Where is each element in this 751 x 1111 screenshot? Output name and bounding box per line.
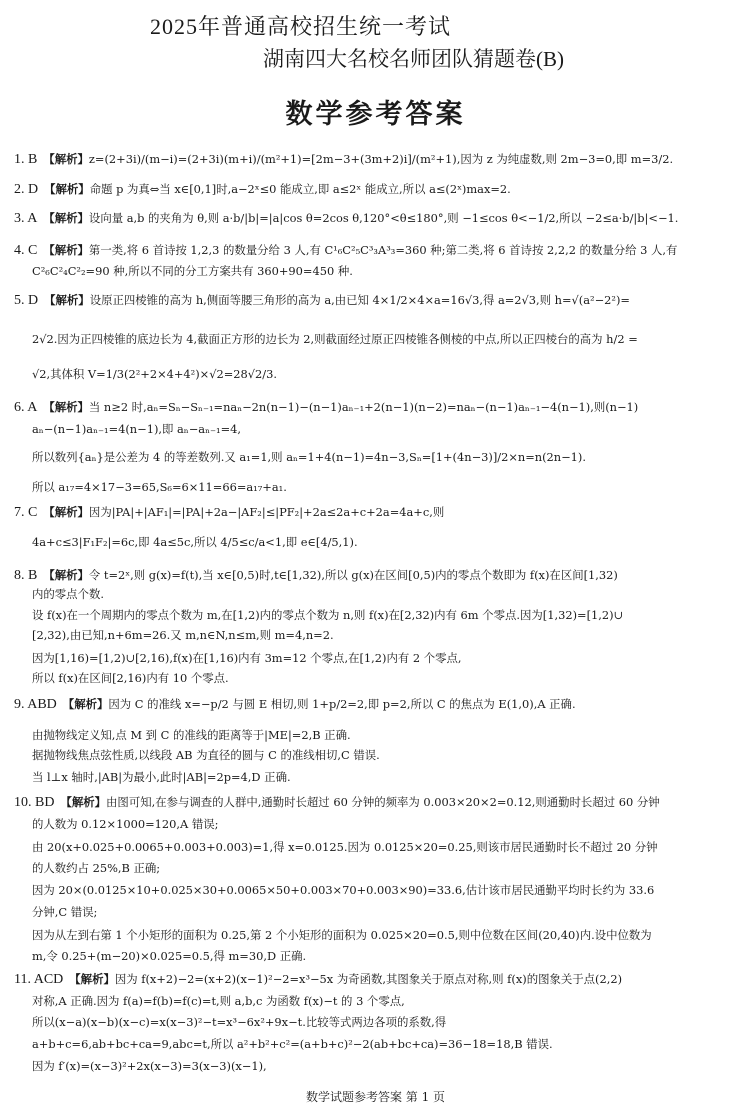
answer-10-line-7: 因为从左到右第 1 个小矩形的面积为 0.25,第 2 个小矩形的面积为 0.025×20=0.5,则中位数在区间(20,40)内.设中位数为 <box>32 928 652 942</box>
answer-4-line-2: C²₆C²₄C²₂=90 种,所以不同的分工方案共有 360+90=450 种. <box>32 264 353 278</box>
page-footer: 数学试题参考答案 第 1 页 <box>305 1090 446 1104</box>
answer-9-line-2: 由抛物线定义知,点 M 到 C 的准线的距离等于|ME|=2,B 正确. <box>32 728 351 742</box>
answer-9-line-4: 当 l⊥x 轴时,|AB|为最小,此时|AB|=2p=4,D 正确. <box>32 770 291 784</box>
answer-7-number: 7. C <box>14 505 38 520</box>
answer-6-number: 6. A <box>14 400 38 415</box>
answer-8-line-2: 内的零点个数. <box>32 587 104 601</box>
answer-3 <box>14 211 739 226</box>
analysis-tag: 【解析】 <box>60 795 107 809</box>
answer-6-text: 当 n≥2 时,aₙ=Sₙ−Sₙ₋₁=naₙ−2n(n−1)−(n−1)aₙ₋₁+2(n−1)(n−2)=naₙ−(n−1)aₙ₋₁−4(n−1),则(n−1) <box>88 400 639 414</box>
answer-2 <box>14 182 739 197</box>
answer-5-line-2: 2√2.因为正四棱锥的底边长为 4,截面正方形的边长为 2,则截面经过原正四棱锥各侧棱的中点,所以正四棱台的高为 h/2 = <box>32 332 638 346</box>
page-title: 数学参考答案 <box>285 99 466 130</box>
answer-11-number: 11. ACD <box>14 972 64 987</box>
answer-11-line-5: 因为 f′(x)=(x−3)²+2x(x−3)=3(x−3)(x−1), <box>32 1059 267 1073</box>
answer-8-line-5: 因为[1,16)=[1,2)∪[2,16),f(x)在[1,16)内有 3m=12 个零点,在[1,2)内有 2 个零点, <box>32 651 462 665</box>
answer-4-text: 第一类,将 6 首诗按 1,2,3 的数量分给 3 人,有 C¹₆C²₅C³₃A³₃=360 种;第二类,将 6 首诗按 2,2,2 的数量分给 3 人,有 <box>88 243 678 257</box>
answer-8-line-3: 设 f(x)在一个周期内的零点个数为 m,在[1,2)内的零点个数为 n,则 f(x)在[2,32)内有 6m 个零点.因为[1,32)=[1,2)∪ <box>32 608 624 622</box>
answer-11-line-3: 所以(x−a)(x−b)(x−c)=x(x−3)²−t=x³−6x²+9x−t.比较等式两边各项的系数,得 <box>32 1015 447 1029</box>
answer-10-text: 由图可知,在参与调查的人群中,通勤时长超过 60 分钟的频率为 0.003×20×2=0.12,则通勤时长超过 60 分钟 <box>106 795 660 809</box>
answer-11-line-4: a+b+c=6,ab+bc+ca=9,abc=t,所以 a²+b²+c²=(a+b+c)²−2(ab+bc+ca)=36−18=18,B 错误. <box>32 1037 553 1051</box>
answer-5-text: 设原正四棱锥的高为 h,侧面等腰三角形的高为 a,由已知 4×1/2×4×a=16√3,得 a=2√3,则 h=√(a²−2²)= <box>89 293 630 307</box>
answer-11-text: 因为 f(x+2)−2=(x+2)(x−1)²−2=x³−5x 为奇函数,其图象关于原点对称,则 f(x)的图象关于点(2,2) <box>114 972 623 986</box>
analysis-tag: 【解析】 <box>43 505 89 519</box>
answer-4 <box>14 243 739 258</box>
answer-7 <box>14 505 739 520</box>
analysis-tag: 【解析】 <box>43 211 89 225</box>
answer-8-text: 令 t=2ˣ,则 g(x)=f(t),当 x∈[0,5)时,t∈[1,32),所以 g(x)在区间[0,5)内的零点个数即为 f(x)在区间[1,32) <box>88 568 618 582</box>
answer-10-line-2: 的人数为 0.12×1000=120,A 错误; <box>32 817 219 831</box>
answer-8 <box>14 568 739 583</box>
answer-9-line-3: 据抛物线焦点弦性质,以线段 AB 为直径的圆与 C 的准线相切,C 错误. <box>32 748 380 762</box>
answer-10-line-8: m,令 0.25+(m−20)×0.025=0.5,得 m=30,D 正确. <box>32 949 307 963</box>
answer-6-line-3: 所以数列{aₙ}是公差为 4 的等差数列.又 a₁=1,则 aₙ=1+4(n−1)=4n−3,Sₙ=[1+(4n−3)]/2×n=n(2n−1). <box>32 450 586 464</box>
answer-11 <box>14 972 739 987</box>
answer-3-number: 3. A <box>14 211 38 226</box>
analysis-tag: 【解析】 <box>43 568 89 582</box>
answer-7-line-2: 4a+c≤3|F₁F₂|=6c,即 4a≤5c,所以 4/5≤c/a<1,即 e∈[4/5,1). <box>32 535 358 549</box>
answer-5-number: 5. D <box>14 293 39 308</box>
answer-6 <box>14 400 739 415</box>
exam-title: 2025年普通高校招生统一考试 <box>150 14 452 39</box>
analysis-tag: 【解析】 <box>43 243 89 257</box>
answer-8-line-6: 所以 f(x)在区间[2,16)内有 10 个零点. <box>32 671 229 685</box>
analysis-tag: 【解析】 <box>43 152 89 166</box>
analysis-tag: 【解析】 <box>44 293 90 307</box>
analysis-tag: 【解析】 <box>62 697 109 711</box>
answer-5-line-3: √2,其体积 V=1/3(2²+2×4+4²)×√2=28√2/3. <box>32 367 277 381</box>
answer-9 <box>14 697 739 712</box>
answer-10-line-4: 的人数约占 25%,B 正确; <box>32 861 161 875</box>
answer-4-number: 4. C <box>14 243 38 258</box>
answer-9-number: 9. ABD <box>14 697 57 712</box>
answer-1 <box>14 152 739 167</box>
answer-10-line-5: 因为 20×(0.0125×10+0.025×30+0.0065×50+0.003×70+0.003×90)=33.6,估计该市居民通勤平均时长约为 33.6 <box>32 883 655 897</box>
answer-10 <box>14 795 739 810</box>
analysis-tag: 【解析】 <box>44 182 90 196</box>
answer-10-line-6: 分钟,C 错误; <box>32 905 98 919</box>
answer-2-number: 2. D <box>14 182 39 197</box>
answer-10-line-3: 由 20(x+0.025+0.0065+0.003+0.003)=1,得 x=0.0125.因为 0.0125×20=0.25,则该市居民通勤时长不超过 20 分钟 <box>32 840 658 854</box>
answer-8-line-4: [2,32),由已知,n+6m=26.又 m,n∈N,n≤m,则 m=4,n=2. <box>32 628 334 642</box>
answer-2-text: 命题 p 为真⇔当 x∈[0,1]时,a−2ˣ≤0 能成立,即 a≤2ˣ 能成立,所以 a≤(2ˣ)max=2. <box>89 182 511 196</box>
answer-7-text: 因为|PA|+|AF₁|=|PA|+2a−|AF₂|≤|PF₂|+2a≤2a+c+2a=4a+c,则 <box>88 505 445 519</box>
answer-1-text: z=(2+3i)/(m−i)=(2+3i)(m+i)/(m²+1)=[2m−3+(3m+2)i]/(m²+1),因为 z 为纯虚数,则 2m−3=0,即 m=3/2. <box>88 152 674 166</box>
answer-9-text: 因为 C 的准线 x=−p/2 与圆 E 相切,则 1+p/2=2,即 p=2,所以 C 的焦点为 E(1,0),A 正确. <box>108 697 576 711</box>
answer-6-line-4: 所以 a₁₇=4×17−3=65,S₆=6×11=66=a₁₇+a₁. <box>32 480 287 494</box>
analysis-tag: 【解析】 <box>69 972 115 986</box>
answer-5 <box>14 293 739 308</box>
answer-6-line-2: aₙ−(n−1)aₙ₋₁=4(n−1),即 aₙ−aₙ₋₁=4, <box>32 422 241 436</box>
analysis-tag: 【解析】 <box>43 400 89 414</box>
answer-3-text: 设向量 a,b 的夹角为 θ,则 a·b/|b|=|a|cos θ=2cos θ,120°<θ≤180°,则 −1≤cos θ<−1/2,所以 −2≤a·b/|b|<−1. <box>88 211 679 225</box>
answer-1-number: 1. B <box>14 152 38 167</box>
answer-10-number: 10. BD <box>14 795 55 810</box>
exam-subtitle: 湖南四大名校名师团队猜题卷(B) <box>263 47 564 71</box>
answer-11-line-2: 对称,A 正确.因为 f(a)=f(b)=f(c)=t,则 a,b,c 为函数 f(x)−t 的 3 个零点, <box>32 994 405 1008</box>
answer-8-number: 8. B <box>14 568 38 583</box>
